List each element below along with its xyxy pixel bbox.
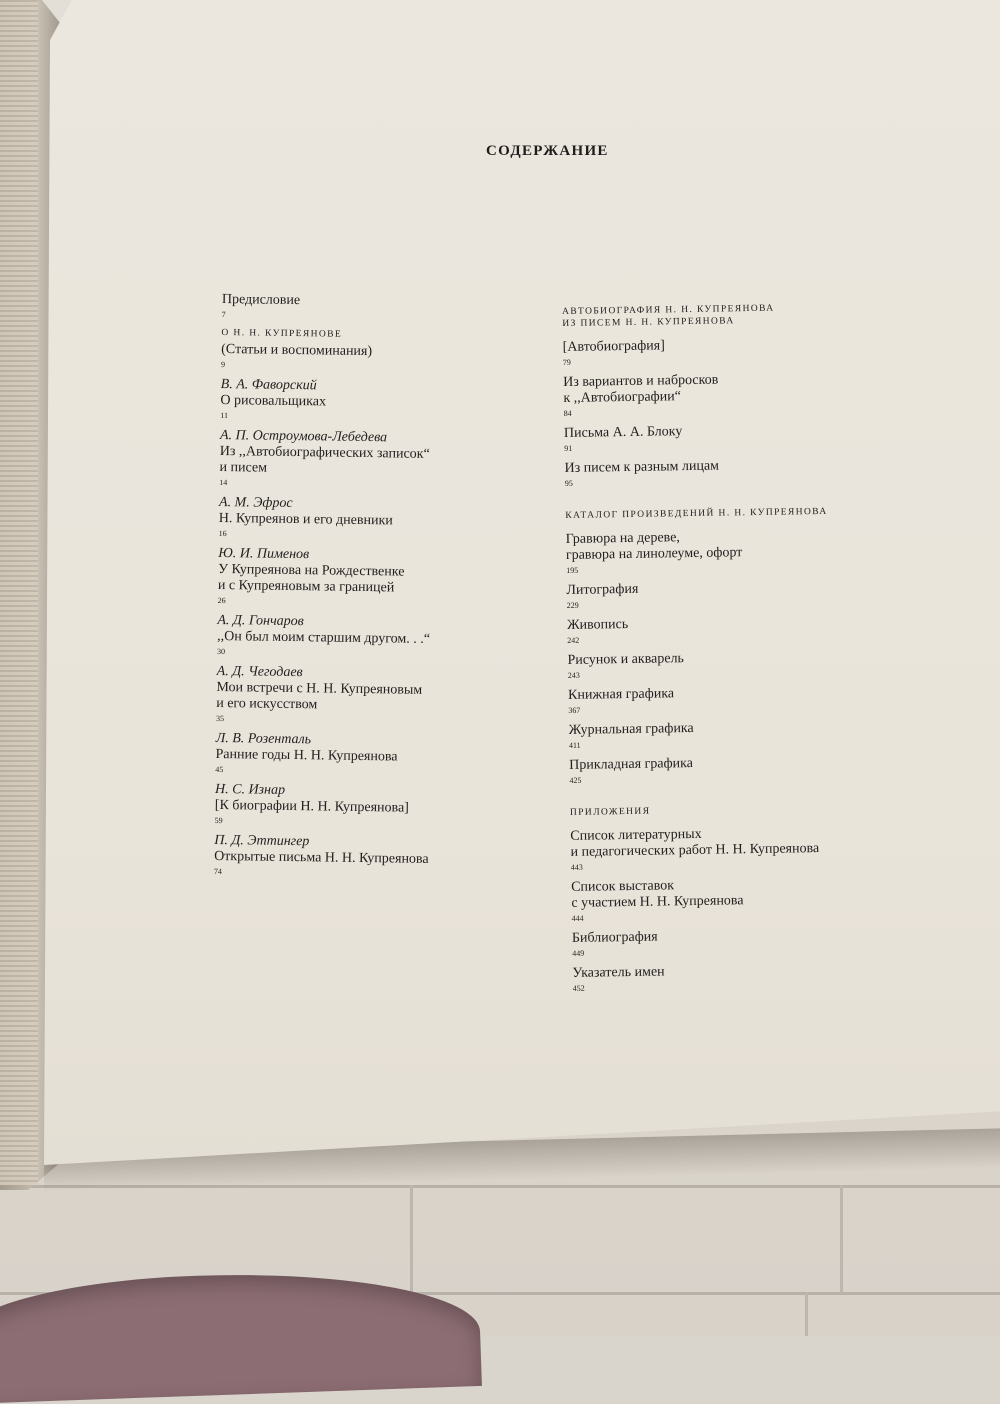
page-number: 95 — [564, 478, 573, 488]
section-heading: АВТОБИОГРАФИЯ Н. Н. КУПРЕЯНОВА — [562, 303, 775, 317]
toc-entry — [563, 336, 826, 369]
entry-title: Библиография — [571, 929, 658, 946]
toc-entry — [564, 422, 827, 455]
entry-author: Ю. И. Пименов — [218, 545, 310, 563]
page-number: 11 — [220, 410, 229, 421]
entry-author: П. Д. Эттингер — [214, 832, 310, 850]
page-number: 425 — [569, 775, 582, 785]
toc-entry — [566, 528, 829, 577]
page-number: 35 — [215, 713, 225, 724]
page-number: 452 — [572, 983, 585, 993]
toc-left-column — [214, 292, 437, 887]
entry-title: Из вариантов и набросков — [563, 372, 719, 390]
toc-entry — [567, 614, 830, 647]
page-number: 79 — [562, 357, 571, 367]
toc-entry — [570, 825, 833, 874]
entry-title: Литография — [566, 581, 639, 598]
page-number: 84 — [563, 408, 572, 418]
entry-title: Рисунок и акварель — [567, 651, 685, 668]
floor-plank-joint — [410, 1185, 413, 1293]
toc-entry — [572, 927, 835, 960]
toc-entry — [569, 719, 832, 752]
toc-entry — [563, 371, 826, 420]
entry-author: Л. В. Розенталь — [215, 730, 312, 748]
entry-author: Н. С. Изнар — [214, 781, 286, 798]
toc-entry — [568, 684, 831, 717]
floor-plank-joint — [805, 1292, 808, 1336]
page-number: 74 — [213, 866, 222, 877]
contents-heading: СОДЕРЖАНИЕ — [486, 143, 609, 159]
page-number: 242 — [567, 635, 580, 645]
page-number: 7 — [221, 309, 226, 320]
entry-title-continued: и его искусством — [216, 695, 318, 713]
entry-title-continued: гравюра на линолеуме, офорт — [565, 545, 743, 563]
entry-title: Из ,,Автобиографических записок“ — [219, 443, 430, 462]
page-number: 30 — [216, 646, 226, 657]
page-number: 243 — [567, 670, 580, 680]
toc-entry — [219, 428, 434, 492]
entry-title-continued: и с Купреяновым за границей — [217, 577, 395, 596]
entry-title: О рисовальщиках — [220, 392, 327, 410]
page-number: 411 — [568, 740, 581, 750]
toc-entry — [216, 664, 431, 728]
page-number: 9 — [220, 359, 226, 370]
toc-entry — [567, 649, 830, 682]
section-heading: ПРИЛОЖЕНИЯ — [569, 806, 651, 818]
entry-title: Прикладная графика — [569, 756, 694, 773]
entry-title: (Статьи и воспоминания) — [221, 341, 373, 360]
page-number: 444 — [571, 913, 584, 923]
entry-title: Письма А. А. Блоку — [563, 424, 683, 441]
entry-title: Указатель имен — [572, 964, 665, 981]
page-number: 26 — [217, 595, 226, 606]
toc-entry — [217, 613, 432, 661]
page-number: 91 — [564, 443, 573, 453]
page-number: 229 — [566, 600, 579, 610]
entry-author: А. Д. Гончаров — [217, 612, 304, 630]
entry-title: Мои встречи с Н. Н. Купреяновым — [216, 679, 423, 698]
toc-entry — [566, 579, 829, 612]
entry-title: ,,Он был моим старшим другом. . .“ — [217, 628, 431, 647]
entry-title: Открытые письма Н. Н. Купреянова — [214, 848, 429, 867]
section-heading-line2: ИЗ ПИСЕМ Н. Н. КУПРЕЯНОВА — [562, 316, 735, 329]
entry-title: Список выставок — [571, 878, 675, 895]
toc-entry — [564, 457, 827, 490]
page-number: 449 — [572, 948, 585, 958]
section-heading: КАТАЛОГ ПРОИЗВЕДЕНИЙ Н. Н. КУПРЕЯНОВА — [565, 506, 828, 521]
page-number: 16 — [218, 528, 227, 539]
book-page-edges — [0, 0, 38, 1185]
entry-author: А. Д. Чегодаев — [216, 663, 303, 681]
toc-entry — [222, 292, 437, 324]
page-number: 59 — [214, 815, 223, 826]
entry-title: Предисловие — [221, 292, 301, 309]
toc-entry — [219, 495, 434, 543]
entry-title-continued: к ,,Автобиографии“ — [563, 389, 682, 406]
entry-title-continued: и педагогических работ Н. Н. Купреянова — [570, 841, 820, 860]
toc-entry — [572, 962, 835, 995]
entry-title: Список литературных — [570, 826, 702, 844]
entry-title: Журнальная графика — [568, 720, 694, 738]
toc-entry — [215, 731, 430, 779]
toc-right-column — [562, 302, 835, 1001]
entry-title-continued: и писем — [219, 459, 268, 476]
page-number: 45 — [215, 764, 224, 775]
toc-entry — [220, 377, 435, 425]
entry-title: Гравюра на дереве, — [565, 530, 680, 547]
entry-title: Из писем к разным лицам — [564, 458, 720, 476]
book-page — [44, 0, 1000, 1165]
entry-title: Живопись — [566, 617, 629, 633]
toc-entry — [218, 546, 433, 610]
entry-author: А. П. Остроумова-Лебедева — [219, 427, 388, 446]
entry-title: У Купреянова на Рождественке — [218, 561, 405, 580]
section-heading: О Н. Н. КУПРЕЯНОВЕ — [221, 327, 343, 340]
page-number: 367 — [568, 705, 581, 715]
entry-title: [К биографии Н. Н. Купреянова] — [214, 797, 409, 816]
page-number: 443 — [570, 862, 583, 872]
entry-title: Ранние годы Н. Н. Купреянова — [215, 746, 398, 765]
toc-entry — [214, 833, 429, 881]
entry-title-continued: с участием Н. Н. Купреянова — [571, 893, 744, 911]
entry-title: Н. Купреянов и его дневники — [218, 510, 393, 529]
page-number: 14 — [219, 477, 228, 488]
floor-plank-joint — [840, 1185, 843, 1293]
toc-entry — [215, 782, 430, 830]
toc-entry — [571, 876, 834, 925]
entry-author: В. А. Фаворский — [220, 376, 317, 394]
entry-title: Книжная графика — [568, 686, 675, 703]
entry-title: [Автобиография] — [562, 338, 665, 355]
page-number: 195 — [566, 565, 579, 575]
toc-entry — [221, 342, 436, 374]
toc-entry — [569, 754, 832, 787]
entry-author: А. М. Эфрос — [218, 494, 293, 512]
